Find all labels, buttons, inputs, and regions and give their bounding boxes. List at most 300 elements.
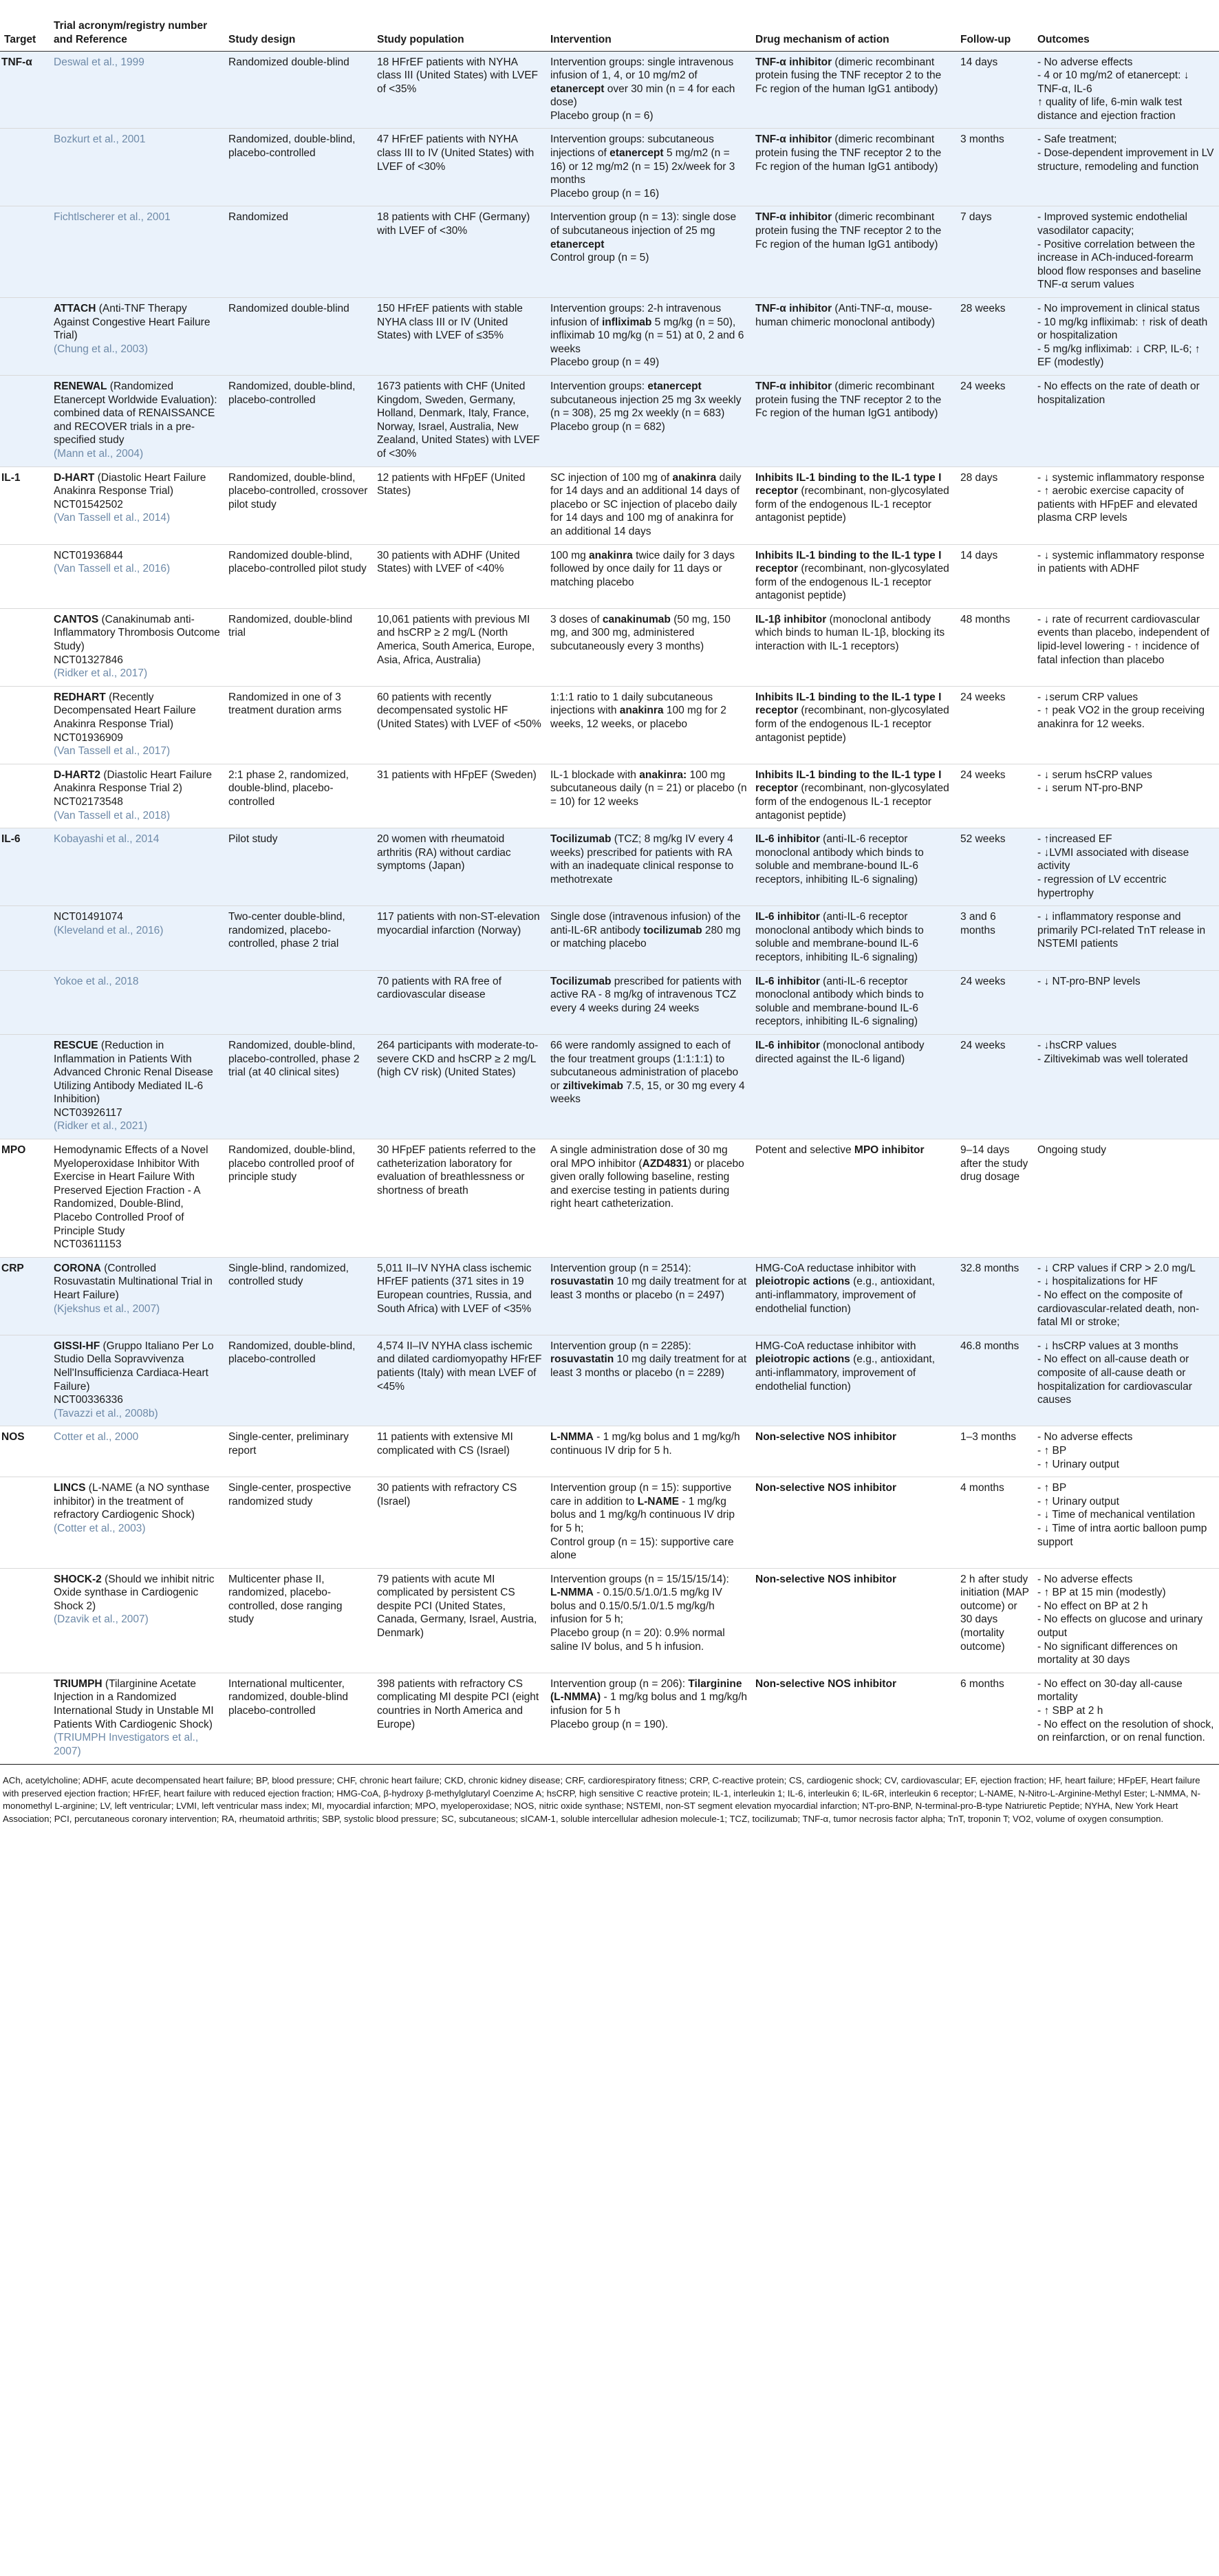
cell-followup: 24 weeks xyxy=(956,1034,1033,1139)
cell-text: (dimeric recombinant protein fusing the TNF receptor 2 to the Fc region of the human IgG1 antibody) xyxy=(755,56,942,95)
cell-text: (dimeric recombinant protein fusing the TNF receptor 2 to the Fc region of the human IgG1 antibody) xyxy=(755,380,942,420)
cell-intervention xyxy=(546,544,751,608)
cell-text: (Anti-TNF-α, mouse-human chimeric monoclonal antibody) xyxy=(755,303,936,328)
table-row xyxy=(0,1673,1219,1764)
cell-text: Intervention group (n = 2514): xyxy=(550,1262,691,1274)
bold-text: etanercept xyxy=(550,83,605,95)
cell-text: Intervention group (n = 13): single dose of subcutaneous injection of 25 mg xyxy=(550,211,737,237)
cell-outcomes xyxy=(1033,1335,1219,1426)
cell-population: 30 HFpEF patients referred to the catheterization laboratory for evaluation of breathlessness or shortness of breath xyxy=(373,1139,546,1258)
cell-outcomes xyxy=(1033,1034,1219,1139)
bold-text: Tocilizumab xyxy=(550,833,612,846)
bold-text: anakinra: xyxy=(639,769,687,781)
cell-text: twice daily for 3 days followed by once daily for 11 days or matching placebo xyxy=(550,549,735,588)
cell-mechanism xyxy=(751,375,956,466)
table-row xyxy=(0,298,1219,376)
cell-target xyxy=(0,764,50,828)
cell-target xyxy=(0,1034,50,1139)
cell-trial xyxy=(50,206,224,298)
cell-mechanism xyxy=(751,1568,956,1673)
bold-text: etanercept xyxy=(610,147,664,160)
outcome-line: - ↓ systemic inflammatory response xyxy=(1037,471,1205,484)
cell-text: ) or placebo given orally following baseline, resting and exercise testing in patients during right heart catheterization. xyxy=(550,1157,744,1210)
reference-link: Kobayashi et al., 2014 xyxy=(54,833,160,846)
cell-outcomes xyxy=(1033,1568,1219,1673)
cell-target: IL-6 xyxy=(0,828,50,906)
outcome-line: Ongoing study xyxy=(1037,1144,1106,1157)
outcome-line: - ↑increased EF xyxy=(1037,833,1112,846)
bold-text: REDHART xyxy=(54,691,106,703)
cell-text: IL-1 blockade with xyxy=(550,769,640,781)
cell-text: (TCZ; 8 mg/kg IV every 4 weeks) prescribed for patients with RA with an inadequate clinical response to methotrexate xyxy=(550,833,734,886)
bold-text: D-HART2 xyxy=(54,769,101,781)
cell-outcomes xyxy=(1033,608,1219,686)
cell-target: NOS xyxy=(0,1426,50,1477)
cell-text: Intervention groups (n = 15/15/15/14): xyxy=(550,1573,729,1585)
cell-followup: 3 and 6 months xyxy=(956,906,1033,970)
cell-trial xyxy=(50,466,224,544)
cell-outcomes xyxy=(1033,764,1219,828)
cell-text: 1:1:1 ratio to 1 daily subcutaneous injections with xyxy=(550,691,713,717)
cell-text: Placebo group (n = 49) xyxy=(550,356,660,369)
cell-target: CRP xyxy=(0,1257,50,1335)
table-row xyxy=(0,1034,1219,1139)
cell-text: (dimeric recombinant protein fusing the TNF receptor 2 to the Fc region of the human IgG1 antibody) xyxy=(755,133,942,173)
table-row xyxy=(0,828,1219,906)
cell-followup: 1–3 months xyxy=(956,1426,1033,1477)
outcome-line: - Dose-dependent improvement in LV structure, remodeling and function xyxy=(1037,147,1214,173)
cell-target: MPO xyxy=(0,1139,50,1258)
outcome-line: - ↓ Time of intra aortic balloon pump support xyxy=(1037,1522,1207,1548)
bold-text: anakinra xyxy=(672,471,717,484)
outcome-line: - ↑ Urinary output xyxy=(1037,1458,1119,1470)
cell-text: (Anti-TNF Therapy Against Congestive Heart Failure Trial) xyxy=(54,303,211,342)
table-row xyxy=(0,906,1219,970)
cell-text: Hemodynamic Effects of a Novel Myeloperoxidase Inhibitor With Exercise in Heart Failure With Preserved Ejection Fraction - A Randomized, Double-Blind, Placebo Controlled Proof of Principle Study xyxy=(54,1144,208,1237)
cell-target xyxy=(0,608,50,686)
reference-link: (TRIUMPH Investigators et al., 2007) xyxy=(54,1732,199,1757)
cell-target xyxy=(0,1335,50,1426)
bold-text: Non-selective NOS inhibitor xyxy=(755,1573,896,1585)
cell-population: 4,574 II–IV NYHA class ischemic and dilated cardiomyopathy HFrEF patients (Italy) with mean LVEF of <45% xyxy=(373,1335,546,1426)
cell-followup: 24 weeks xyxy=(956,764,1033,828)
outcome-line: - No adverse effects xyxy=(1037,1573,1133,1585)
cell-text: (anti-IL-6 receptor monoclonal antibody which binds to soluble and membrane-bound IL-6 receptors, inhibiting IL-6 signaling) xyxy=(755,833,924,886)
cell-mechanism xyxy=(751,906,956,970)
cell-intervention xyxy=(546,686,751,764)
cell-design: Randomized double-blind, placebo-controlled pilot study xyxy=(224,544,373,608)
cell-trial xyxy=(50,1568,224,1673)
bold-text: LINCS xyxy=(54,1482,86,1494)
cell-design: Randomized double-blind xyxy=(224,298,373,376)
cell-target: TNF-α xyxy=(0,51,50,129)
outcome-line: - ↓ Time of mechanical ventilation xyxy=(1037,1509,1196,1521)
bold-text: TNF-α inhibitor xyxy=(755,133,832,146)
outcome-line: - No improvement in clinical status xyxy=(1037,303,1200,314)
cell-population: 117 patients with non-ST-elevation myocardial infarction (Norway) xyxy=(373,906,546,970)
cell-design: International multicenter, randomized, double-blind placebo-controlled xyxy=(224,1673,373,1764)
cell-trial xyxy=(50,608,224,686)
cell-text: (anti-IL-6 receptor monoclonal antibody which binds to soluble and membrane-bound IL-6 receptors, inhibiting IL-6 signaling) xyxy=(755,911,924,963)
bold-text: etanercept xyxy=(550,238,605,250)
bold-text: anakinra xyxy=(589,549,633,561)
cell-text: (Diastolic Heart Failure Anakinra Response Trial) xyxy=(54,471,206,497)
cell-outcomes xyxy=(1033,1257,1219,1335)
cell-population: 264 participants with moderate-to-severe CKD and hsCRP ≥ 2 mg/L (high CV risk) (United States) xyxy=(373,1034,546,1139)
bold-text: canakinumab xyxy=(602,613,671,625)
outcome-line: - regression of LV eccentric hypertrophy xyxy=(1037,873,1167,899)
cell-mechanism xyxy=(751,1673,956,1764)
bold-text: tocilizumab xyxy=(643,924,702,936)
cell-outcomes xyxy=(1033,1139,1219,1258)
outcome-line: - Improved systemic endothelial vasodilator capacity; xyxy=(1037,211,1187,237)
cell-followup: 48 months xyxy=(956,608,1033,686)
cell-text: Control group (n = 15): supportive care alone xyxy=(550,1536,734,1562)
cell-population: 47 HFrEF patients with NYHA class III to IV (United States) with LVEF of <30% xyxy=(373,129,546,206)
bold-text: Non-selective NOS inhibitor xyxy=(755,1482,896,1494)
cell-mechanism xyxy=(751,1477,956,1569)
cell-outcomes xyxy=(1033,1426,1219,1477)
outcome-line: - No adverse effects xyxy=(1037,56,1133,68)
cell-mechanism xyxy=(751,764,956,828)
outcome-line: - ↓ rate of recurrent cardiovascular events than placebo, independent of lipid-level lowering - ↑ incidence of fatal infection than placebo xyxy=(1037,613,1209,666)
cell-text: 100 mg subcutaneous daily (n = 21) or placebo (n = 10) for 12 weeks xyxy=(550,769,747,808)
cell-outcomes xyxy=(1033,906,1219,970)
cell-design: Single-blind, randomized, controlled study xyxy=(224,1257,373,1335)
bold-text: GISSI-HF xyxy=(54,1340,100,1352)
cell-text: subcutaneous injection 25 mg 3x weekly (n = 308), 25 mg 2x weekly (n = 683) xyxy=(550,394,742,420)
cell-text: (Randomized Etanercept Worldwide Evaluation): combined data of RENAISSANCE and RECOVER trials in a pre-specified study xyxy=(54,380,217,447)
outcome-line: - ↑ SBP at 2 h xyxy=(1037,1705,1103,1717)
cell-followup: 28 days xyxy=(956,466,1033,544)
outcome-line: - ↑ Urinary output xyxy=(1037,1495,1119,1507)
cell-text: SC injection of 100 mg of xyxy=(550,471,673,484)
cell-mechanism xyxy=(751,608,956,686)
cell-text: NCT01491074 xyxy=(54,911,123,923)
cell-mechanism xyxy=(751,1335,956,1426)
cell-outcomes xyxy=(1033,544,1219,608)
cell-design: Randomized xyxy=(224,206,373,298)
cell-text: Control group (n = 5) xyxy=(550,252,649,264)
bold-text: TRIUMPH xyxy=(54,1677,103,1690)
reference-link: (Mann et al., 2004) xyxy=(54,447,144,460)
bold-text: CANTOS xyxy=(54,613,99,625)
cell-trial xyxy=(50,1335,224,1426)
cell-text: (L-NAME (a NO synthase inhibitor) in the treatment of refractory Cardiogenic Shock) xyxy=(54,1482,210,1521)
cell-text: (anti-IL-6 receptor monoclonal antibody which binds to soluble and membrane-bound IL-6 receptors, inhibiting IL-6 signaling) xyxy=(755,975,924,1028)
cell-design: Randomized, double-blind, placebo-controlled xyxy=(224,375,373,466)
cell-trial xyxy=(50,1426,224,1477)
cell-text: (Should we inhibit nitric Oxide synthase in Cardiogenic Shock 2) xyxy=(54,1573,215,1612)
reference-link: (Tavazzi et al., 2008b) xyxy=(54,1407,158,1419)
bold-text: TNF-α inhibitor xyxy=(755,56,832,68)
bold-text: RESCUE xyxy=(54,1039,98,1051)
outcome-line: - ↓hsCRP values xyxy=(1037,1039,1117,1051)
cell-text: (dimeric recombinant protein fusing the TNF receptor 2 to the Fc region of the human IgG1 antibody) xyxy=(755,211,942,250)
cell-text: NCT03611153 xyxy=(54,1238,122,1251)
outcome-line: - 5 mg/kg infliximab: ↓ CRP, IL-6; ↑ EF (modestly) xyxy=(1037,343,1200,369)
cell-design: Randomized, double-blind, placebo controlled proof of principle study xyxy=(224,1139,373,1258)
cell-mechanism xyxy=(751,129,956,206)
cell-intervention xyxy=(546,51,751,129)
cell-population: 12 patients with HFpEF (United States) xyxy=(373,466,546,544)
cell-text: - 1 mg/kg bolus and 1 mg/kg/h infusion for 5 h xyxy=(550,1691,747,1717)
bold-text: L-NMMA xyxy=(550,1587,594,1599)
bold-text: Inhibits IL-1 binding to the IL-1 type I receptor xyxy=(755,549,942,575)
header-design: Study design xyxy=(224,0,373,51)
cell-intervention xyxy=(546,1426,751,1477)
reference-link: (Van Tassell et al., 2017) xyxy=(54,745,171,758)
reference-link: (Van Tassell et al., 2018) xyxy=(54,809,171,822)
cell-design: Randomized in one of 3 treatment duration arms xyxy=(224,686,373,764)
cell-trial xyxy=(50,686,224,764)
outcome-line: - ↑ aerobic exercise capacity of patients with HFpEF and elevated plasma CRP levels xyxy=(1037,485,1198,524)
outcome-line: - ↓ serum NT-pro-BNP xyxy=(1037,782,1143,795)
bold-text: rosuvastatin xyxy=(550,1353,614,1366)
outcome-line: - Ziltivekimab was well tolerated xyxy=(1037,1053,1188,1065)
cell-text: HMG-CoA reductase inhibitor with xyxy=(755,1262,916,1274)
cell-text: Intervention groups: 2-h intravenous infusion of xyxy=(550,303,722,328)
cell-target xyxy=(0,206,50,298)
bold-text: SHOCK-2 xyxy=(54,1573,102,1585)
bold-text: pleiotropic actions xyxy=(755,1353,850,1366)
cell-text: (Tilarginine Acetate Injection in a Randomized International Study in Unstable MI Patients With Cardiogenic Shock) xyxy=(54,1677,214,1730)
reference-link: (Dzavik et al., 2007) xyxy=(54,1613,149,1626)
reference-link: (Van Tassell et al., 2014) xyxy=(54,512,171,524)
outcome-line: - ↓ NT-pro-BNP levels xyxy=(1037,975,1141,987)
bold-text: Tilarginine (L-NMMA) xyxy=(550,1677,742,1704)
cell-population: 10,061 patients with previous MI and hsCRP ≥ 2 mg/L (North America, South America, Europe, Asia, Africa, Australia) xyxy=(373,608,546,686)
header-intervention: Intervention xyxy=(546,0,751,51)
cell-text: (Recently Decompensated Heart Failure Anakinra Response Trial) xyxy=(54,691,196,731)
cell-population: 398 patients with refractory CS complicating MI despite PCI (eight countries in North America and Europe) xyxy=(373,1673,546,1764)
bold-text: TNF-α inhibitor xyxy=(755,303,832,314)
outcome-line: - No effect on BP at 2 h xyxy=(1037,1600,1148,1612)
cell-text: daily for 14 days and an additional 14 days of placebo or SC injection of placebo daily for 14 days and 100 mg of anakinra for an additional 14 days xyxy=(550,471,742,537)
bold-text: Tocilizumab xyxy=(550,975,612,987)
cell-mechanism xyxy=(751,1257,956,1335)
cell-text: (monoclonal antibody which binds to human IL-1β, blocking its interaction with IL-1 receptors) xyxy=(755,613,945,653)
cell-mechanism xyxy=(751,206,956,298)
cell-trial xyxy=(50,1034,224,1139)
cell-text: 10 mg daily treatment for at least 3 months or placebo (n = 2497) xyxy=(550,1276,747,1301)
cell-trial xyxy=(50,970,224,1034)
cell-intervention xyxy=(546,206,751,298)
cell-text: (recombinant, non-glycosylated form of the endogenous IL-1 receptor antagonist peptide) xyxy=(755,485,949,524)
cell-mechanism xyxy=(751,970,956,1034)
table-row xyxy=(0,129,1219,206)
cell-followup: 6 months xyxy=(956,1673,1033,1764)
header-target: Target xyxy=(0,0,50,51)
cell-text: 5 mg/m2 (n = 16) or 12 mg/m2 (n = 15) 2x/week for 3 months xyxy=(550,147,735,186)
cell-text: 100 mg for 2 weeks, 12 weeks, or placebo xyxy=(550,705,726,731)
cell-text: (e.g., antioxidant, anti-inflammatory, improvement of endothelial function) xyxy=(755,1276,936,1315)
cell-followup: 28 weeks xyxy=(956,298,1033,376)
cell-population: 60 patients with recently decompensated systolic HF (United States) with LVEF of <50% xyxy=(373,686,546,764)
bold-text: anakinra xyxy=(619,705,664,717)
table-row xyxy=(0,1257,1219,1335)
bold-text: AZD4831 xyxy=(642,1157,688,1170)
bold-text: etanercept xyxy=(647,380,702,392)
cell-text: 5 mg/kg (n = 50), infliximab 10 mg/kg (n = 51) at 0, 2 and 6 weeks xyxy=(550,316,744,355)
cell-mechanism xyxy=(751,686,956,764)
cell-outcomes xyxy=(1033,686,1219,764)
outcome-line: - ↑ BP at 15 min (modestly) xyxy=(1037,1587,1166,1599)
bold-text: L-NAME xyxy=(637,1495,679,1507)
bold-text: IL-6 inhibitor xyxy=(755,911,820,923)
cell-text: HMG-CoA reductase inhibitor with xyxy=(755,1340,916,1352)
reference-link: Fichtlscherer et al., 2001 xyxy=(54,211,171,224)
cell-text: Intervention groups: single intravenous infusion of 1, 4, or 10 mg/m2 of xyxy=(550,56,734,82)
bold-text: Inhibits IL-1 binding to the IL-1 type I receptor xyxy=(755,691,942,717)
cell-trial xyxy=(50,1673,224,1764)
cell-trial xyxy=(50,828,224,906)
bold-text: L-NMMA xyxy=(550,1431,594,1443)
table-row xyxy=(0,375,1219,466)
outcome-line: - ↓ hsCRP values at 3 months xyxy=(1037,1340,1178,1352)
cell-population: 20 women with rheumatoid arthritis (RA) without cardiac symptoms (Japan) xyxy=(373,828,546,906)
reference-link: (Kjekshus et al., 2007) xyxy=(54,1302,160,1315)
cell-intervention xyxy=(546,1568,751,1673)
cell-text: Potent and selective xyxy=(755,1144,854,1157)
cell-text: Placebo group (n = 16) xyxy=(550,187,660,200)
cell-text: prescribed for patients with active RA - 8 mg/kg of intravenous TCZ every 4 weeks during 24 weeks xyxy=(550,975,742,1014)
cell-text: (monoclonal antibody directed against the IL-6 ligand) xyxy=(755,1039,925,1065)
table-row xyxy=(0,1426,1219,1477)
cell-followup: 24 weeks xyxy=(956,375,1033,466)
cell-intervention xyxy=(546,1257,751,1335)
cell-target xyxy=(0,544,50,608)
cell-design: 2:1 phase 2, randomized, double-blind, placebo-controlled xyxy=(224,764,373,828)
table-row xyxy=(0,51,1219,129)
cell-mechanism xyxy=(751,1139,956,1258)
cell-intervention xyxy=(546,1034,751,1139)
cell-design: Randomized, double-blind, placebo-controlled, crossover pilot study xyxy=(224,466,373,544)
cell-target xyxy=(0,686,50,764)
cell-trial xyxy=(50,1257,224,1335)
cell-text: 100 mg xyxy=(550,549,590,561)
table-body xyxy=(0,51,1219,1764)
table-row xyxy=(0,1139,1219,1258)
cell-trial xyxy=(50,544,224,608)
cell-population: 18 HFrEF patients with NYHA class III (United States) with LVEF of <35% xyxy=(373,51,546,129)
reference-link: Cotter et al., 2000 xyxy=(54,1431,139,1443)
cell-text: Placebo group (n = 6) xyxy=(550,109,654,122)
outcome-line: - No effect on 30-day all-cause mortality xyxy=(1037,1677,1183,1704)
cell-mechanism xyxy=(751,1426,956,1477)
cell-mechanism xyxy=(751,544,956,608)
cell-followup: 24 weeks xyxy=(956,970,1033,1034)
table-row xyxy=(0,1335,1219,1426)
bold-text: Non-selective NOS inhibitor xyxy=(755,1431,896,1443)
header-trial: Trial acronym/registry number and Reference xyxy=(50,0,224,51)
cell-outcomes xyxy=(1033,466,1219,544)
cell-target xyxy=(0,970,50,1034)
cell-mechanism xyxy=(751,51,956,129)
table-row xyxy=(0,764,1219,828)
cell-trial xyxy=(50,764,224,828)
cell-text: Placebo group (n = 20): 0.9% normal saline IV bolus, and 5 h infusion. xyxy=(550,1627,725,1653)
cell-population: 70 patients with RA free of cardiovascular disease xyxy=(373,970,546,1034)
table-row xyxy=(0,1477,1219,1569)
cell-text: NCT02173548 xyxy=(54,796,123,808)
outcome-line: - ↓ inflammatory response and primarily PCI-related TnT release in NSTEMI patients xyxy=(1037,911,1206,950)
cell-target xyxy=(0,129,50,206)
outcome-line: - ↑ BP xyxy=(1037,1482,1067,1494)
cell-trial xyxy=(50,298,224,376)
cell-outcomes xyxy=(1033,129,1219,206)
cell-outcomes xyxy=(1033,375,1219,466)
outcome-line: - 10 mg/kg infliximab: ↑ risk of death or hospitalization xyxy=(1037,316,1208,342)
outcome-line: - ↓serum CRP values xyxy=(1037,691,1139,703)
table-row xyxy=(0,206,1219,298)
cell-population: 79 patients with acute MI complicated by persistent CS despite PCI (United States, Canada, Germany, Israel, Austria, Denmark) xyxy=(373,1568,546,1673)
cell-intervention xyxy=(546,1139,751,1258)
cell-population: 18 patients with CHF (Germany) with LVEF of <30% xyxy=(373,206,546,298)
cell-text: over 30 min (n = 4 for each dose) xyxy=(550,83,735,109)
bold-text: IL-6 inhibitor xyxy=(755,1039,820,1051)
cell-text: (recombinant, non-glycosylated form of the endogenous IL-1 receptor antagonist peptide) xyxy=(755,563,949,602)
cell-followup: 24 weeks xyxy=(956,686,1033,764)
cell-target: IL-1 xyxy=(0,466,50,544)
cell-intervention xyxy=(546,1335,751,1426)
header-mechanism: Drug mechanism of action xyxy=(751,0,956,51)
cell-text: (50 mg, 150 mg, and 300 mg, administered subcutaneously every 3 months) xyxy=(550,613,731,653)
cell-design: Single-center, prospective randomized study xyxy=(224,1477,373,1569)
cell-text: NCT01542502 xyxy=(54,498,123,511)
cell-mechanism xyxy=(751,466,956,544)
cell-population: 11 patients with extensive MI complicated with CS (Israel) xyxy=(373,1426,546,1477)
cell-text: (recombinant, non-glycosylated form of the endogenous IL-1 receptor antagonist peptide) xyxy=(755,782,949,822)
bold-text: TNF-α inhibitor xyxy=(755,211,832,224)
cell-mechanism xyxy=(751,1034,956,1139)
table-footnote: ACh, acetylcholine; ADHF, acute decompensated heart failure; BP, blood pressure; CHF, chronic heart failure; CKD, chronic kidney disease; CRF, cardiorespiratory fitness; CRP, C-reactive protein; CS, cardiogenic shock; CV, cardiovascular; EF, ejection fraction; HF, heart failure; HFpEF, Heart failure with preserved ejection fraction; HFrEF, heart failure with reduced ejection fraction; HMG-CoA, β-hydroxy β-methylglutaryl Coenzime A; hsCRP, high sensitive C reactive protein; IL-1, interleukin 1; IL-6, interleukin 6; IL-6R, interleukin 6 receptor; L-NAME, N-Nitro-L-Arginine-Methyl Ester; L-NMMA, N-monomethyl L-arginine; LV, left ventricular; LVMI, left ventricular mass index; MI, myocardial infarction; MPO, myeloperoxidase; NOS, nitric oxide synthase; NSTEMI, non-ST segment elevation myocardial infarction; NT-pro-BNP, N-terminal-pro-B-type Natriuretic Peptide; NYHA, New York Heart Association; PCI, percutaneous coronary intervention; RA, rheumatoid arthritis; SBP, systolic blood pressure; SC, subcutaneous; sICAM-1, soluble intercellular adhesion molecule-1; TCZ, tocilizumab; TNF-α, tumor necrosis factor alpha; TnT, troponin T; VO2, volume of oxygen consumption. xyxy=(0,1764,1219,1825)
table-row xyxy=(0,608,1219,686)
cell-intervention xyxy=(546,906,751,970)
bold-text: D-HART xyxy=(54,471,95,484)
bold-text: IL-1β inhibitor xyxy=(755,613,827,625)
outcome-line: - ↓ hospitalizations for HF xyxy=(1037,1276,1158,1288)
cell-followup: 32.8 months xyxy=(956,1257,1033,1335)
cell-text: (recombinant, non-glycosylated form of the endogenous IL-1 receptor antagonist peptide) xyxy=(755,705,949,744)
bold-text: IL-6 inhibitor xyxy=(755,975,820,987)
cell-design: Single-center, preliminary report xyxy=(224,1426,373,1477)
cell-text: - 1 mg/kg bolus and 1 mg/kg/h continuous IV drip for 5 h. xyxy=(550,1431,740,1457)
reference-link: Deswal et al., 1999 xyxy=(54,56,144,68)
bold-text: MPO inhibitor xyxy=(854,1144,925,1157)
cell-mechanism xyxy=(751,298,956,376)
cell-text: NCT01936844 xyxy=(54,549,123,561)
cell-text: Intervention group (n = 2285): xyxy=(550,1340,691,1352)
outcome-line: - ↓ CRP values if CRP > 2.0 mg/L xyxy=(1037,1262,1196,1274)
outcome-line: - Safe treatment; xyxy=(1037,133,1117,146)
cell-trial xyxy=(50,906,224,970)
reference-link: Bozkurt et al., 2001 xyxy=(54,133,146,146)
cell-text: (Diastolic Heart Failure Anakinra Response Trial 2) xyxy=(54,769,212,795)
cell-followup: 7 days xyxy=(956,206,1033,298)
cell-outcomes xyxy=(1033,1673,1219,1764)
cell-text: (Canakinumab anti-Inflammatory Thrombosis Outcome Study) xyxy=(54,613,220,653)
cell-population: 31 patients with HFpEF (Sweden) xyxy=(373,764,546,828)
outcome-line: - No adverse effects xyxy=(1037,1431,1133,1443)
cell-intervention xyxy=(546,608,751,686)
cell-text: NCT00336336 xyxy=(54,1394,123,1406)
cell-text: Single dose (intravenous infusion) of the anti-IL-6R antibody xyxy=(550,911,741,936)
cell-followup: 14 days xyxy=(956,544,1033,608)
reference-link: (Ridker et al., 2021) xyxy=(54,1120,148,1133)
bold-text: Inhibits IL-1 binding to the IL-1 type I receptor xyxy=(755,769,942,795)
header-population: Study population xyxy=(373,0,546,51)
